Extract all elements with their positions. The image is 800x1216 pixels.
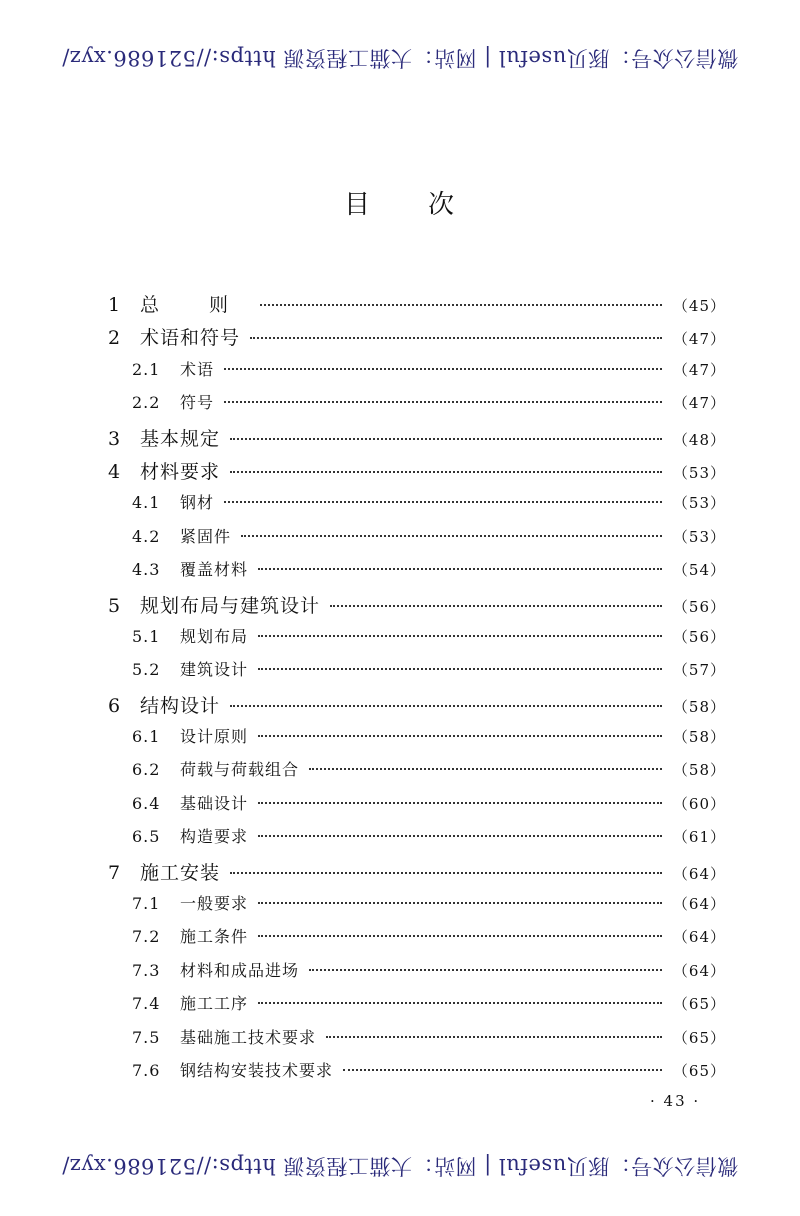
toc-entry-number: 6.1	[132, 727, 161, 747]
toc-subentry[interactable]	[108, 724, 726, 757]
toc-entry-label: 符号	[180, 393, 215, 413]
toc-entry-page: （60）	[672, 794, 726, 813]
toc-subentry[interactable]	[108, 1058, 726, 1091]
toc-entry-number: 7.1	[132, 894, 161, 914]
toc-entry-number: 6.2	[132, 760, 161, 780]
toc-entry-page: （64）	[672, 895, 726, 914]
dot-leader	[258, 635, 662, 637]
toc-entry-number: 7.4	[132, 994, 161, 1014]
dot-leader	[258, 1002, 662, 1004]
dot-leader	[258, 668, 662, 670]
dot-leader	[260, 304, 662, 306]
title-char-2: 次	[428, 190, 457, 220]
toc-entry-number: 6	[108, 694, 121, 717]
toc-entry-page: （53）	[672, 463, 726, 482]
toc-entry-label: 钢材	[180, 493, 215, 513]
toc-entry-label: 紧固件	[180, 526, 232, 546]
toc-entry-page: （65）	[672, 995, 726, 1014]
page-title	[0, 184, 800, 221]
toc-entry-number: 5.2	[132, 660, 161, 680]
toc-entry-label: 钢结构安装技术要求	[180, 1060, 334, 1080]
toc-subentry[interactable]	[108, 1025, 726, 1058]
toc-entry-label: 材料和成品进场	[180, 960, 300, 980]
toc-subentry[interactable]	[108, 490, 726, 523]
toc-entry-number: 7.2	[132, 927, 161, 947]
toc-entry-number: 4.3	[132, 560, 161, 580]
dot-leader	[309, 768, 662, 770]
toc-entry-page: （53）	[672, 494, 726, 513]
dot-leader	[230, 438, 662, 440]
toc-entry-number: 4.2	[132, 526, 161, 546]
dot-leader	[258, 802, 662, 804]
dot-leader	[230, 471, 662, 473]
toc-entry-label: 覆盖材料	[180, 560, 249, 580]
toc-entry-page: （64）	[672, 928, 726, 947]
toc-subentry[interactable]	[108, 624, 726, 657]
toc-entry-number: 6.4	[132, 793, 161, 813]
toc-subentry[interactable]	[108, 958, 726, 991]
toc-entry-number: 5.1	[132, 626, 161, 646]
toc-entry-label: 施工工序	[180, 994, 249, 1014]
toc-entry[interactable]	[108, 457, 726, 490]
dot-leader	[224, 401, 662, 403]
page-number: · 43 ·	[650, 1092, 701, 1110]
toc-entry-page: （47）	[672, 394, 726, 413]
toc-entry-page: （54）	[672, 561, 726, 580]
toc-entry-number: 1	[108, 294, 121, 316]
toc-entry-page: （47）	[672, 360, 726, 379]
toc-entry-label: 规划布局	[180, 626, 249, 646]
toc-entry-number: 2.1	[132, 359, 161, 379]
toc-entry-page: （65）	[672, 1061, 726, 1080]
watermark-top: 微信公众号：豚贝useful | 网站：大猫工程资源 https://521686.xyz/	[61, 46, 739, 70]
toc-entry-label: 结构设计	[140, 694, 221, 717]
toc-entry-number: 2.2	[132, 393, 161, 413]
toc-entry-label: 施工条件	[180, 927, 249, 947]
toc-subentry[interactable]	[108, 891, 726, 924]
toc-entry-number: 7	[108, 861, 121, 884]
watermark-bottom: 微信公众号：豚贝useful | 网站：大猫工程资源 https://521686.xyz/	[61, 1154, 739, 1178]
toc-subentry[interactable]	[108, 524, 726, 557]
toc-entry[interactable]	[108, 858, 726, 891]
dot-leader	[330, 605, 662, 607]
toc-subentry[interactable]	[108, 824, 726, 857]
toc-entry-label: 术语和符号	[140, 327, 241, 350]
dot-leader	[258, 835, 662, 837]
toc-entry-number: 5	[108, 594, 121, 617]
toc-entry[interactable]	[108, 691, 726, 724]
toc-entry-page: （64）	[672, 961, 726, 980]
toc-entry-page: （58）	[672, 697, 726, 716]
toc-subentry[interactable]	[108, 991, 726, 1024]
toc-entry-page: （53）	[672, 527, 726, 546]
toc-entry-number: 4.1	[132, 493, 161, 513]
toc-entry[interactable]	[108, 591, 726, 624]
toc-entry-label: 材料要求	[140, 460, 221, 483]
toc-subentry[interactable]	[108, 357, 726, 390]
toc-entry-number: 3	[108, 427, 121, 450]
toc-entry-label: 基础设计	[180, 793, 249, 813]
toc-subentry[interactable]	[108, 757, 726, 790]
dot-leader	[230, 705, 662, 707]
toc-entry-page: （61）	[672, 828, 726, 847]
dot-leader	[258, 935, 662, 937]
dot-leader	[326, 1036, 662, 1038]
dot-leader	[258, 902, 662, 904]
dot-leader	[224, 368, 662, 370]
toc-subentry[interactable]	[108, 791, 726, 824]
toc-entry-page: （58）	[672, 728, 726, 747]
toc-entry-page: （48）	[672, 430, 726, 449]
toc-subentry[interactable]	[108, 924, 726, 957]
toc-entry-number: 2	[108, 327, 121, 350]
toc-entry-label: 一般要求	[180, 894, 249, 914]
dot-leader	[258, 568, 662, 570]
dot-leader	[343, 1069, 662, 1071]
table-of-contents	[108, 290, 726, 1091]
toc-entry-number: 7.3	[132, 960, 161, 980]
toc-entry[interactable]	[108, 424, 726, 457]
toc-entry-number: 7.6	[132, 1060, 161, 1080]
dot-leader	[241, 535, 662, 537]
toc-entry-page: （56）	[672, 627, 726, 646]
toc-entry-label: 构造要求	[180, 827, 249, 847]
toc-entry-label: 荷载与荷载组合	[180, 760, 300, 780]
title-char-1: 目	[343, 190, 372, 220]
toc-entry-page: （64）	[672, 864, 726, 883]
toc-entry-page: （45）	[672, 297, 726, 315]
toc-entry-page: （57）	[672, 661, 726, 680]
toc-entry-page: （58）	[672, 761, 726, 780]
toc-entry-label: 规划布局与建筑设计	[140, 594, 321, 617]
toc-entry-label: 总 则	[140, 294, 251, 316]
toc-entry-label: 建筑设计	[180, 660, 249, 680]
toc-entry-label: 术语	[180, 359, 215, 379]
toc-entry-number: 6.5	[132, 827, 161, 847]
dot-leader	[258, 735, 662, 737]
toc-subentry[interactable]	[108, 557, 726, 590]
dot-leader	[250, 337, 662, 339]
toc-entry-page: （65）	[672, 1028, 726, 1047]
toc-entry-label: 基础施工技术要求	[180, 1027, 317, 1047]
toc-entry-label: 设计原则	[180, 727, 249, 747]
toc-subentry[interactable]	[108, 390, 726, 423]
dot-leader	[224, 501, 662, 503]
dot-leader	[230, 872, 662, 874]
toc-entry-number: 7.5	[132, 1027, 161, 1047]
toc-entry-label: 施工安装	[140, 861, 221, 884]
dot-leader	[309, 969, 662, 971]
toc-entry[interactable]	[108, 290, 726, 323]
toc-subentry[interactable]	[108, 657, 726, 690]
toc-entry-page: （56）	[672, 597, 726, 616]
toc-entry-label: 基本规定	[140, 427, 221, 450]
toc-entry[interactable]	[108, 323, 726, 356]
toc-entry-number: 4	[108, 460, 121, 483]
toc-entry-page: （47）	[672, 330, 726, 349]
